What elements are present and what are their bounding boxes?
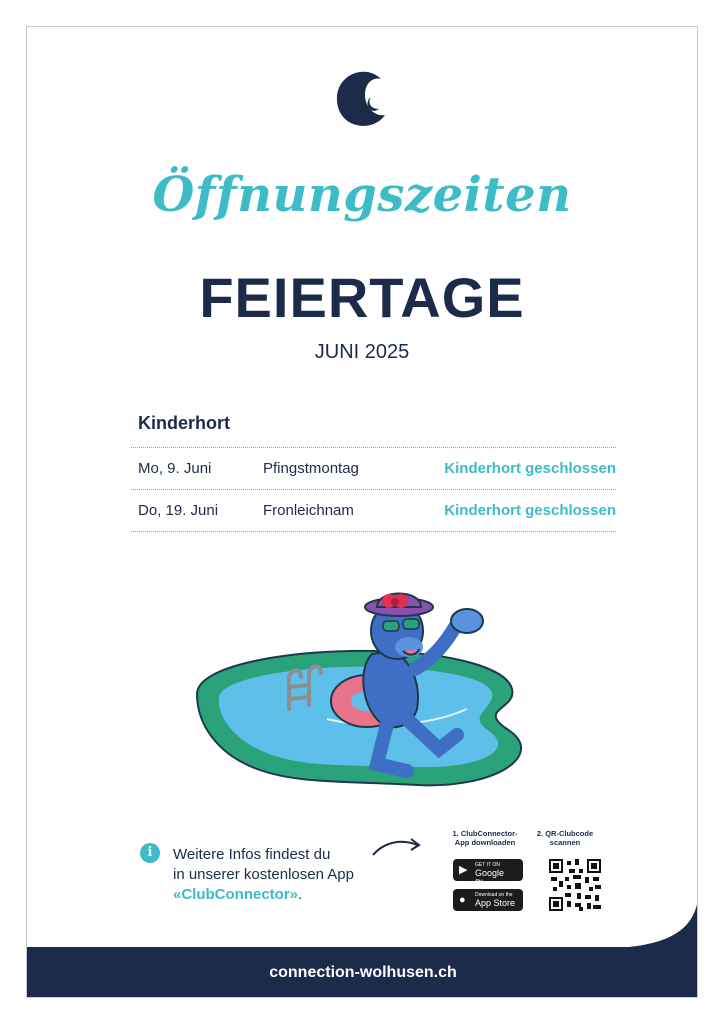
row-status: Kinderhort geschlossen: [444, 460, 616, 477]
google-play-badge[interactable]: [453, 859, 523, 888]
step-1-line-1: 1. ClubConnector-: [452, 829, 518, 838]
table-row: [131, 489, 616, 532]
footer-wave: [27, 893, 698, 949]
app-store-small-text: Download on the: [475, 892, 513, 898]
info-suffix: .: [298, 886, 303, 903]
page-title: FEIERTAGE: [199, 266, 525, 329]
row-date: Mo, 9. Juni: [138, 460, 212, 477]
step-1-label: [437, 829, 533, 847]
google-play-label: Google Play: [475, 868, 505, 888]
table-row: [131, 447, 616, 489]
row-holiday: Fronleichnam: [263, 502, 354, 519]
step-2-label: [535, 829, 595, 847]
arrow-icon: [371, 835, 423, 859]
section-heading: Kinderhort: [138, 413, 230, 433]
footer-url[interactable]: connection-wolhusen.ch: [27, 947, 698, 998]
row-status: Kinderhort geschlossen: [444, 502, 616, 519]
step-1-line-2: App downloaden: [454, 838, 516, 847]
google-play-icon: ▶: [459, 864, 468, 876]
info-line-2: in unserer kostenlosen App: [173, 866, 354, 883]
clubconnector-logo-icon: [335, 67, 391, 131]
row-date: Do, 19. Juni: [138, 502, 219, 519]
info-icon: i: [140, 843, 160, 863]
row-holiday: Pfingstmontag: [263, 460, 359, 477]
app-store-label: App Store: [475, 898, 516, 908]
apple-icon: ●: [459, 894, 466, 906]
info-line-1: Weitere Infos findest du: [173, 846, 331, 863]
mascot-in-pool-illustration: [177, 559, 557, 789]
app-name-link[interactable]: «ClubConnector»: [173, 886, 299, 903]
month-subtitle: JUNI 2025: [314, 341, 410, 363]
poster: [26, 26, 698, 998]
google-play-small-text: GET IT ON: [475, 862, 500, 868]
step-2-line-2: scannen: [549, 838, 581, 847]
holiday-table: [131, 447, 616, 532]
step-2-line-1: 2. QR-Clubcode: [536, 829, 594, 838]
script-title: Öffnungszeiten: [152, 167, 572, 223]
